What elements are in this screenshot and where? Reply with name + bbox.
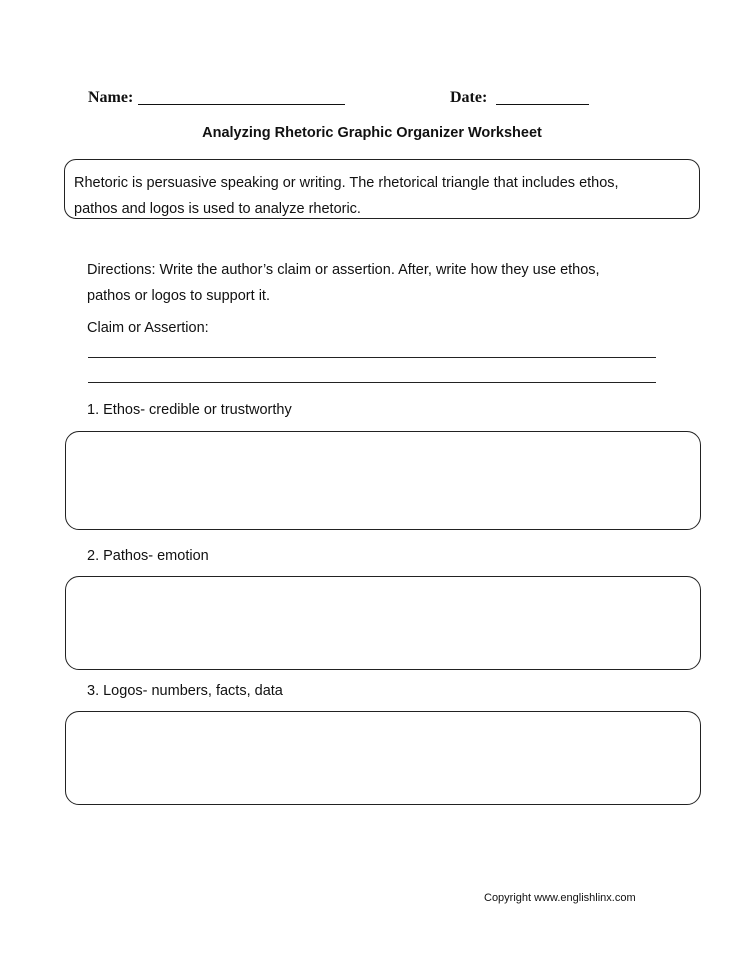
logos-answer-box[interactable] [65,711,701,805]
directions [87,257,687,309]
page-title: Analyzing Rhetoric Graphic Organizer Worksheet [202,125,542,141]
date-field[interactable] [496,104,589,105]
directions-line-1: Directions: Write the author’s claim or assertion. After, write how they use ethos, [87,262,600,278]
logos-label: 3. Logos- numbers, facts, data [87,683,283,699]
date-label: Date: [450,89,488,106]
pathos-answer-box[interactable] [65,576,701,670]
intro-box [64,159,700,219]
ethos-label: 1. Ethos- credible or trustworthy [87,402,292,418]
claim-answer-line-1[interactable] [88,357,656,358]
claim-label: Claim or Assertion: [87,320,209,336]
claim-answer-line-2[interactable] [88,382,656,383]
copyright-text: Copyright www.englishlinx.com [484,892,636,904]
ethos-answer-box[interactable] [65,431,701,530]
name-label: Name: [88,89,134,106]
pathos-label: 2. Pathos- emotion [87,548,209,564]
intro-line-1: Rhetoric is persuasive speaking or writing. The rhetorical triangle that includes ethos, [74,175,619,191]
name-field[interactable] [138,104,345,105]
directions-line-2: pathos or logos to support it. [87,288,270,304]
intro-line-2: pathos and logos is used to analyze rhetoric. [74,201,361,217]
